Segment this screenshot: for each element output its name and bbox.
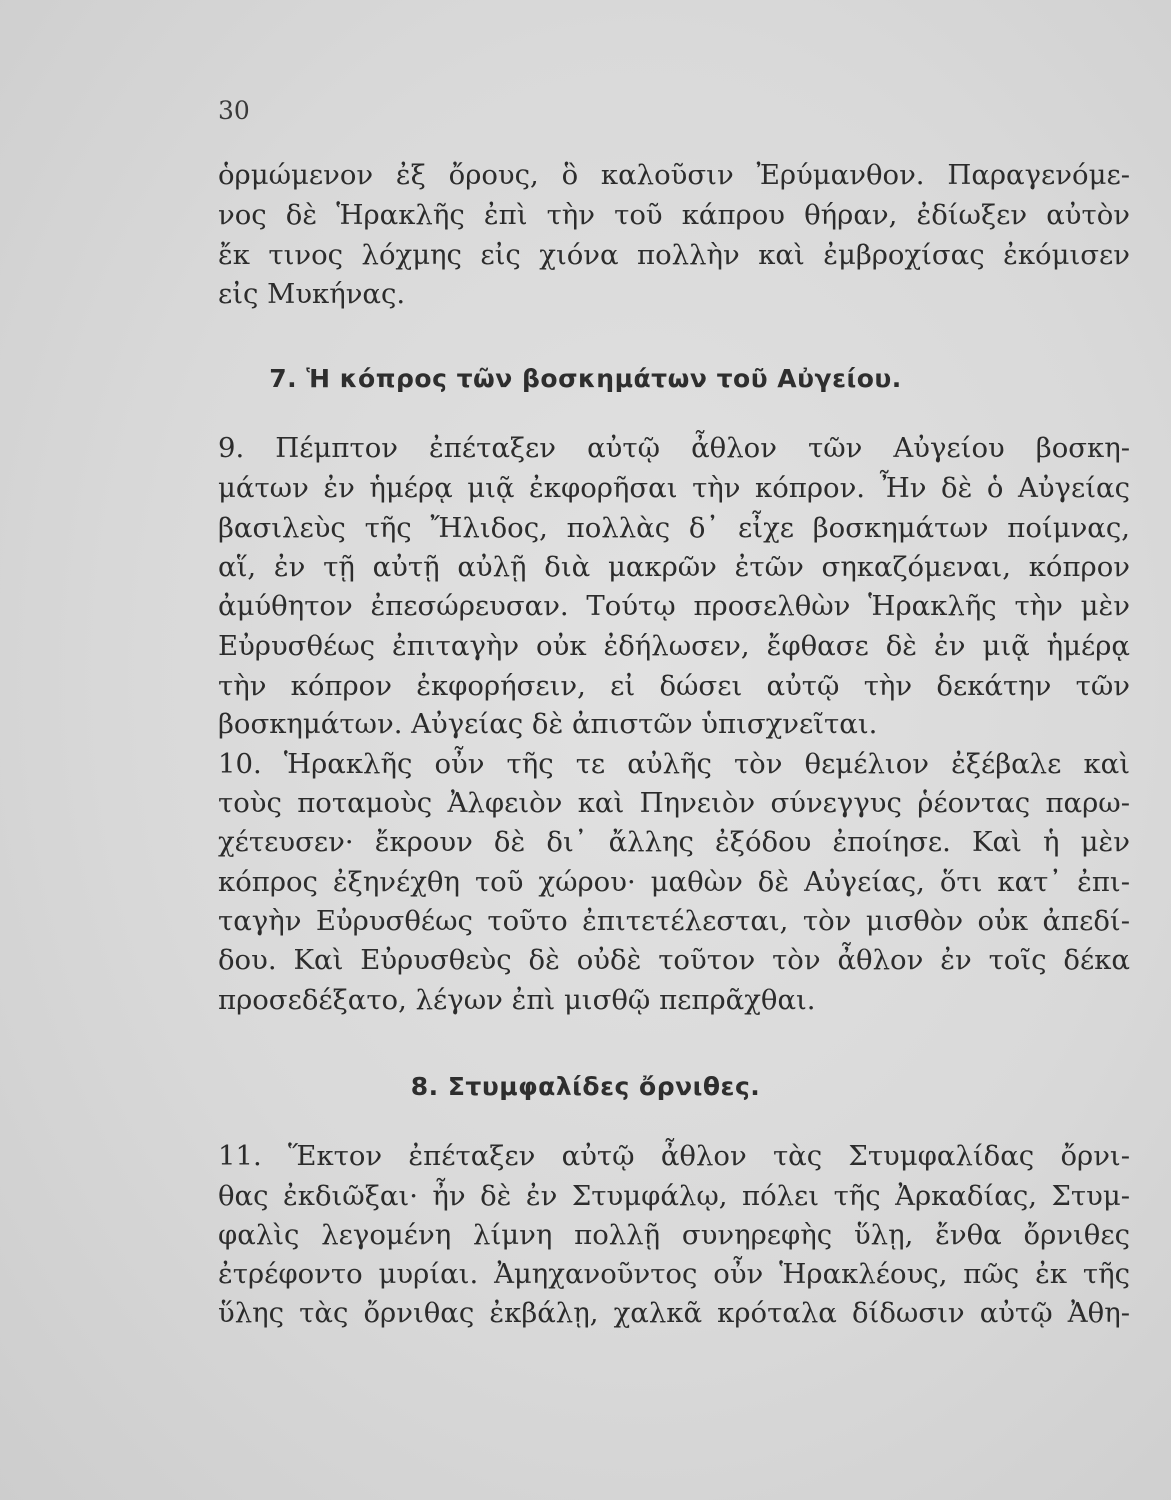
page-number: 30 <box>218 96 250 125</box>
text-line: νος δὲ Ἡρακλῆς ἐπὶ τὴν τοῦ κάπρου θήραν, ἐδίωξεν αὐτὸν <box>218 199 1130 231</box>
text-line: βοσκημάτων. Αὐγείας δὲ ἀπιστῶν ὑπισχνεῖται. <box>218 708 878 740</box>
section-heading-7: 7. Ἡ κόπρος τῶν βοσκημάτων τοῦ Αὐγείου. <box>269 364 902 393</box>
text-line: ἀμύθητον ἐπεσώρευσαν. Τούτῳ προσελθὼν Ἡρακλῆς τὴν μὲν <box>218 590 1130 622</box>
text-line: βασιλεὺς τῆς Ἤλιδος, πολλὰς δ᾽ εἶχε βοσκημάτων ποίμνας, <box>218 512 1130 544</box>
text-line: χέτευσεν· ἔκρουν δὲ δι᾽ ἄλλης ἐξόδου ἐποίησε. Καὶ ἡ μὲν <box>218 826 1130 858</box>
text-line: αἵ, ἐν τῇ αὐτῇ αὐλῇ διὰ μακρῶν ἐτῶν σηκαζόμεναι, κόπρον <box>218 551 1130 583</box>
text-line: θας ἐκδιῶξαι· ἦν δὲ ἐν Στυμφάλῳ, πόλει τῆς Ἀρκαδίας, Στυμ- <box>218 1180 1130 1212</box>
text-line: ὕλης τὰς ὄρνιθας ἐκβάλῃ, χαλκᾶ κρόταλα δίδωσιν αὐτῷ Ἀθη- <box>218 1297 1130 1329</box>
text-line: προσεδέξατο, λέγων ἐπὶ μισθῷ πεπρᾶχθαι. <box>218 984 816 1016</box>
text-line: ταγὴν Εὐρυσθέως τοῦτο ἐπιτετέλεσται, τὸν μισθὸν οὐκ ἀπεδί- <box>218 905 1130 937</box>
text-line: τὴν κόπρον ἐκφορήσειν, εἰ δώσει αὐτῷ τὴν δεκάτην τῶν <box>218 670 1130 702</box>
text-line: ἔκ τινος λόχμης εἰς χιόνα πολλὴν καὶ ἐμβροχίσας ἐκόμισεν <box>218 239 1130 271</box>
text-line: Εὐρυσθέως ἐπιταγὴν οὐκ ἐδήλωσεν, ἔφθασε δὲ ἐν μιᾷ ἡμέρᾳ <box>218 630 1130 662</box>
text-line: κόπρος ἐξηνέχθη τοῦ χώρου· μαθὼν δὲ Αὐγείας, ὅτι κατ᾽ ἐπι- <box>218 866 1130 898</box>
text-line: δου. Καὶ Εὐρυσθεὺς δὲ οὐδὲ τοῦτον τὸν ἆθλον ἐν τοῖς δέκα <box>218 944 1130 976</box>
section-heading-8: 8. Στυμφαλίδες ὄρνιθες. <box>410 1072 761 1101</box>
text-line: 9. Πέμπτον ἐπέταξεν αὐτῷ ἆθλον τῶν Αὐγείου βοσκη- <box>218 432 1130 464</box>
text-line: εἰς Μυκήνας. <box>218 278 406 310</box>
text-line: ἐτρέφοντο μυρίαι. Ἀμηχανοῦντος οὖν Ἡρακλέους, πῶς ἐκ τῆς <box>218 1258 1130 1290</box>
text-line: ὁρμώμενον ἐξ ὄρους, ὃ καλοῦσιν Ἐρύμανθον. Παραγενόμε- <box>218 159 1130 191</box>
text-line: 11. Ἕκτον ἐπέταξεν αὐτῷ ἆθλον τὰς Στυμφαλίδας ὄρνι- <box>218 1140 1130 1172</box>
text-line: φαλὶς λεγομένη λίμνη πολλῇ συνηρεφὴς ὕλῃ, ἔνθα ὄρνιθες <box>218 1219 1130 1251</box>
text-line: 10. Ἡρακλῆς οὖν τῆς τε αὐλῆς τὸν θεμέλιον ἐξέβαλε καὶ <box>218 748 1130 780</box>
text-line: μάτων ἐν ἡμέρᾳ μιᾷ ἐκφορῆσαι τὴν κόπρον. Ἦν δὲ ὁ Αὐγείας <box>218 472 1130 504</box>
text-line: τοὺς ποταμοὺς Ἀλφειὸν καὶ Πηνειὸν σύνεγγυς ῥέοντας παρω- <box>218 787 1130 819</box>
